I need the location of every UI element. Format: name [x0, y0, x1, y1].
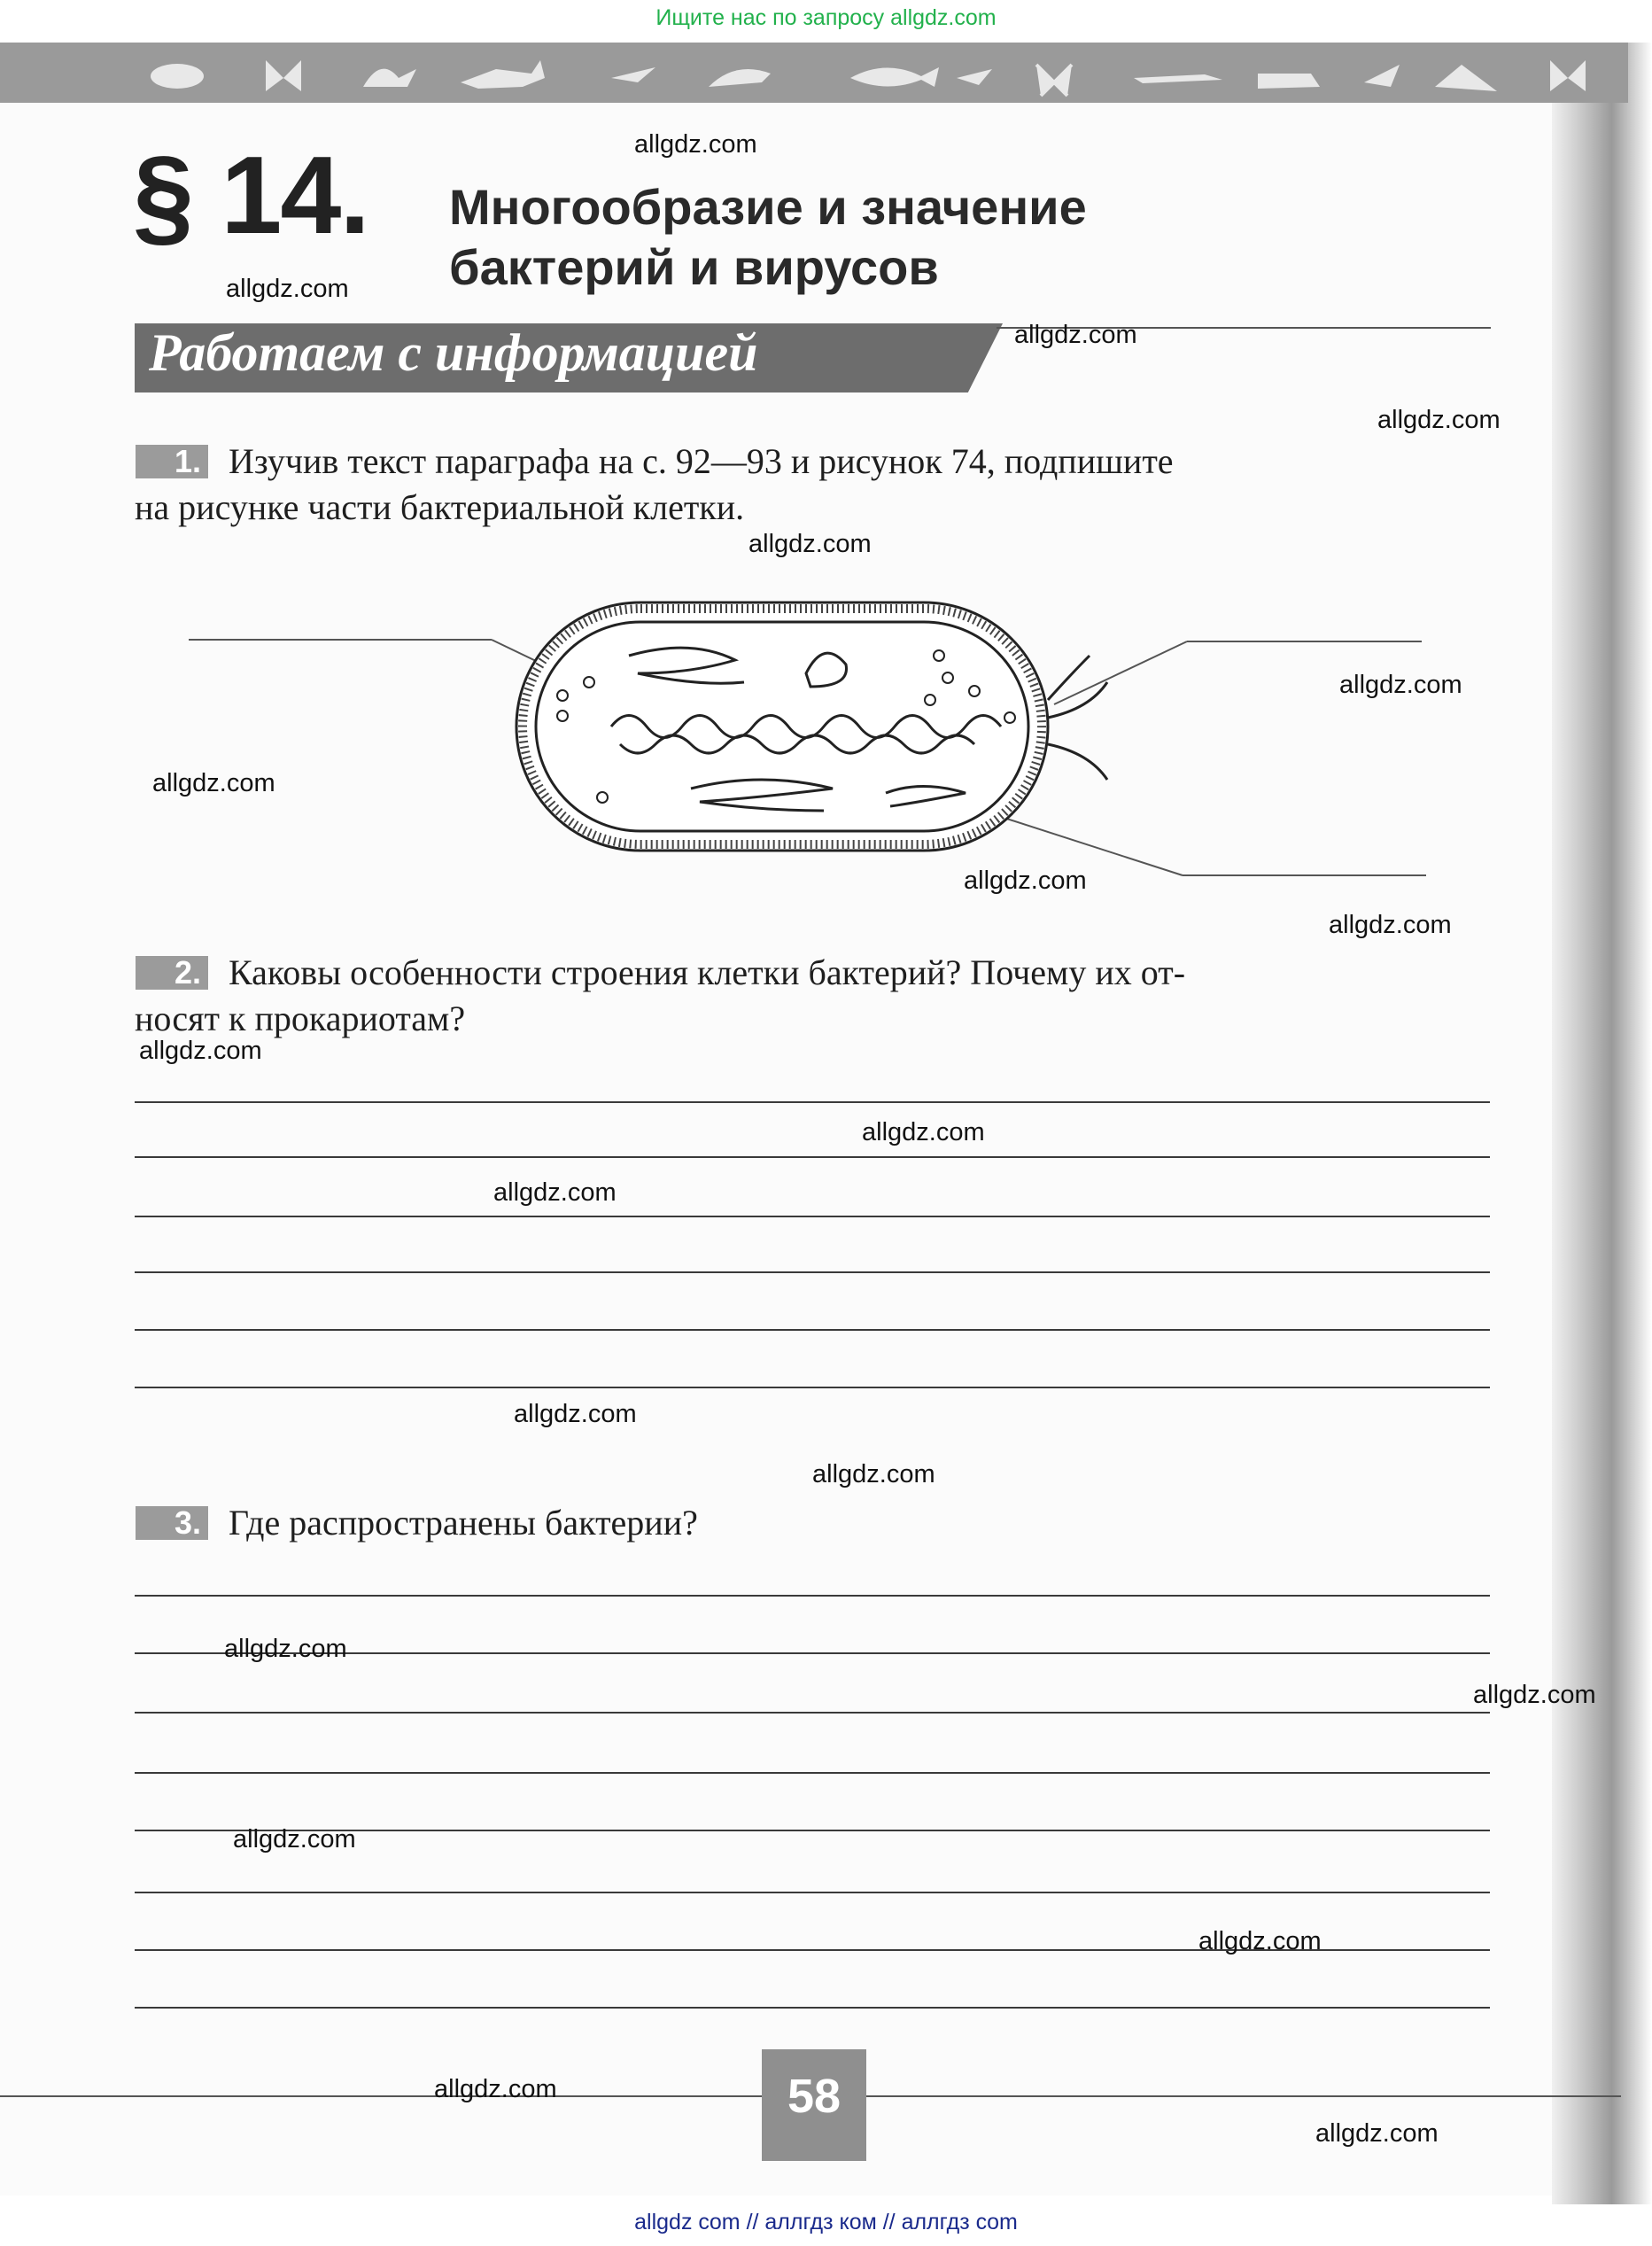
answer-line[interactable]	[135, 1329, 1490, 1331]
watermark: allgdz.com	[964, 867, 1087, 895]
watermark: allgdz.com	[1014, 321, 1137, 349]
top-promo-text[interactable]: Ищите нас по запросу allgdz.com	[655, 5, 997, 30]
section-title: Работаем с информацией	[149, 323, 758, 382]
watermark: allgdz.com	[748, 530, 872, 558]
watermark: allgdz.com	[493, 1178, 617, 1207]
answer-line[interactable]	[135, 1216, 1490, 1217]
answer-line[interactable]	[135, 1595, 1490, 1597]
watermark: allgdz.com	[226, 275, 349, 303]
flagellum-2	[1048, 682, 1107, 718]
ribosome	[584, 677, 594, 688]
flagellum-3	[1048, 744, 1107, 780]
paragraph-title-line1: Многообразие и значение	[449, 179, 1087, 235]
watermark: allgdz.com	[862, 1118, 985, 1146]
task-1-text-line1: Изучив текст параграфа на с. 92—93 и рисунок 74, подпишите	[229, 441, 1174, 481]
ribosome	[925, 695, 935, 705]
ribosome	[557, 711, 568, 721]
ribosome	[942, 672, 953, 683]
answer-line[interactable]	[135, 1387, 1490, 1388]
paragraph-number: § 14.	[133, 135, 368, 257]
watermark: allgdz.com	[434, 2075, 557, 2103]
answer-line[interactable]	[135, 1101, 1490, 1103]
cell-membrane	[536, 622, 1028, 831]
watermark: allgdz.com	[812, 1460, 935, 1488]
task-2-text-line1: Каковы особенности строения клетки бактерий? Почему их от-	[229, 952, 1186, 992]
task-3-text-line1: Где распространены бактерии?	[229, 1503, 698, 1543]
watermark: allgdz.com	[634, 130, 757, 159]
ribosome	[557, 690, 568, 701]
task-number-badge: 1.	[136, 445, 208, 478]
ribosome	[934, 650, 944, 661]
answer-line[interactable]	[135, 1772, 1490, 1774]
watermark: allgdz.com	[152, 769, 275, 797]
ribosome	[1004, 712, 1015, 723]
answer-line[interactable]	[135, 1712, 1490, 1714]
watermark: allgdz.com	[1473, 1681, 1596, 1709]
answer-line[interactable]	[135, 1271, 1490, 1273]
ribosome	[969, 686, 980, 696]
page-number: 58	[787, 2070, 842, 2123]
watermark: allgdz.com	[139, 1037, 262, 1065]
task-number-badge: 2.	[136, 956, 208, 990]
answer-line[interactable]	[135, 1892, 1490, 1893]
flagellum-1	[1048, 656, 1090, 700]
answer-line[interactable]	[135, 1156, 1490, 1158]
watermark: allgdz.com	[1339, 671, 1462, 699]
watermark: allgdz.com	[1315, 2119, 1439, 2148]
answer-line[interactable]	[135, 2007, 1490, 2009]
task-1-text-line2: на рисунке части бактериальной клетки.	[135, 487, 745, 527]
watermark: allgdz.com	[1198, 1927, 1322, 1955]
watermark: allgdz.com	[1377, 406, 1501, 434]
watermark: allgdz.com	[514, 1400, 637, 1428]
bottom-promo-text[interactable]: allgdz com // аллгдз ком // аллгдз com	[634, 2210, 1018, 2234]
task-number-badge: 3.	[136, 1506, 208, 1540]
task-2-text-line2: носят к прокариотам?	[135, 999, 466, 1038]
watermark: allgdz.com	[233, 1825, 356, 1854]
watermark: allgdz.com	[224, 1635, 347, 1663]
paragraph-title-line2: бактерий и вирусов	[449, 239, 939, 295]
watermark: allgdz.com	[1329, 911, 1452, 939]
ribosome	[597, 792, 608, 803]
